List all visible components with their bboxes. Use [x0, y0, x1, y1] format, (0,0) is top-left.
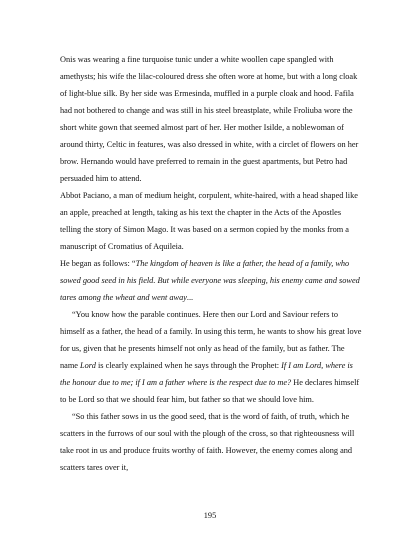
italic-text: The kingdom of heaven is like a father, the head of a family, who sowed good seed in his field. But while everyone was sleeping, his enemy came and sowed tares among the wheat and went away: [60, 259, 360, 302]
text-run: He began as follows: “: [60, 259, 136, 268]
paragraph: [60, 306, 362, 408]
text-run: Onis was wearing a fine turquoise tunic under a white woollen cape spangled with amethysts; his wife the lilac-coloured dress she often wore at home, but with a long cloak of light-blue silk. By her side was Ermesinda, muffled in a purple cloak and hood. Fafila had not bothered to change and was still in his steel breastplate, while Froliuba wore the short white gown that seemed almost part of her. Her mother Isilde, a noblewoman of around thirty, Celtic in features, was also dressed in white, with a circlet of flowers on her brow. Hernando would have preferred to remain in the guest apartments, but Petro had persuaded him to attend.: [60, 55, 359, 183]
body-text: [60, 51, 362, 476]
text-run: ...: [186, 293, 194, 302]
text-run: “So this father sows in us the good seed, that is the word of faith, of truth, which he scatters in the furrows of our soul with the plough of the cross, so that righteousness will take root in us and produce fruits worthy of faith. However, the enemy comes along and scatters tares over it,: [60, 412, 355, 472]
italic-text: If I am Lord, where is the honour due to me; if I am a father where is the respect due to me?: [60, 361, 353, 387]
italic-text: Lord: [80, 361, 96, 370]
paragraph: [60, 408, 362, 476]
text-run: “You know how the parable continues. Here then our Lord and Saviour refers to himself as a father, the head of a family. In using this term, he wants to show his great love for us, given that he presents himself not only as head of the family, but as father. The name: [60, 310, 362, 370]
text-run: Abbot Paciano, a man of medium height, corpulent, white-haired, with a head shaped like an apple, preached at length, taking as his text the chapter in the Acts of the Apostles telling the story of Simon Mago. It was based on a sermon copied by the monks from a manuscript of Cromatius of Aquileia.: [60, 191, 358, 251]
paragraph: [60, 51, 362, 187]
page-number: 195: [203, 511, 217, 520]
text-run: is clearly explained when he says through the Prophet:: [95, 361, 282, 370]
paragraph: [60, 255, 362, 306]
text-run: He declares himself to be Lord so that we should fear him, but father so that we should love him.: [60, 378, 360, 404]
paragraph: [60, 187, 362, 255]
